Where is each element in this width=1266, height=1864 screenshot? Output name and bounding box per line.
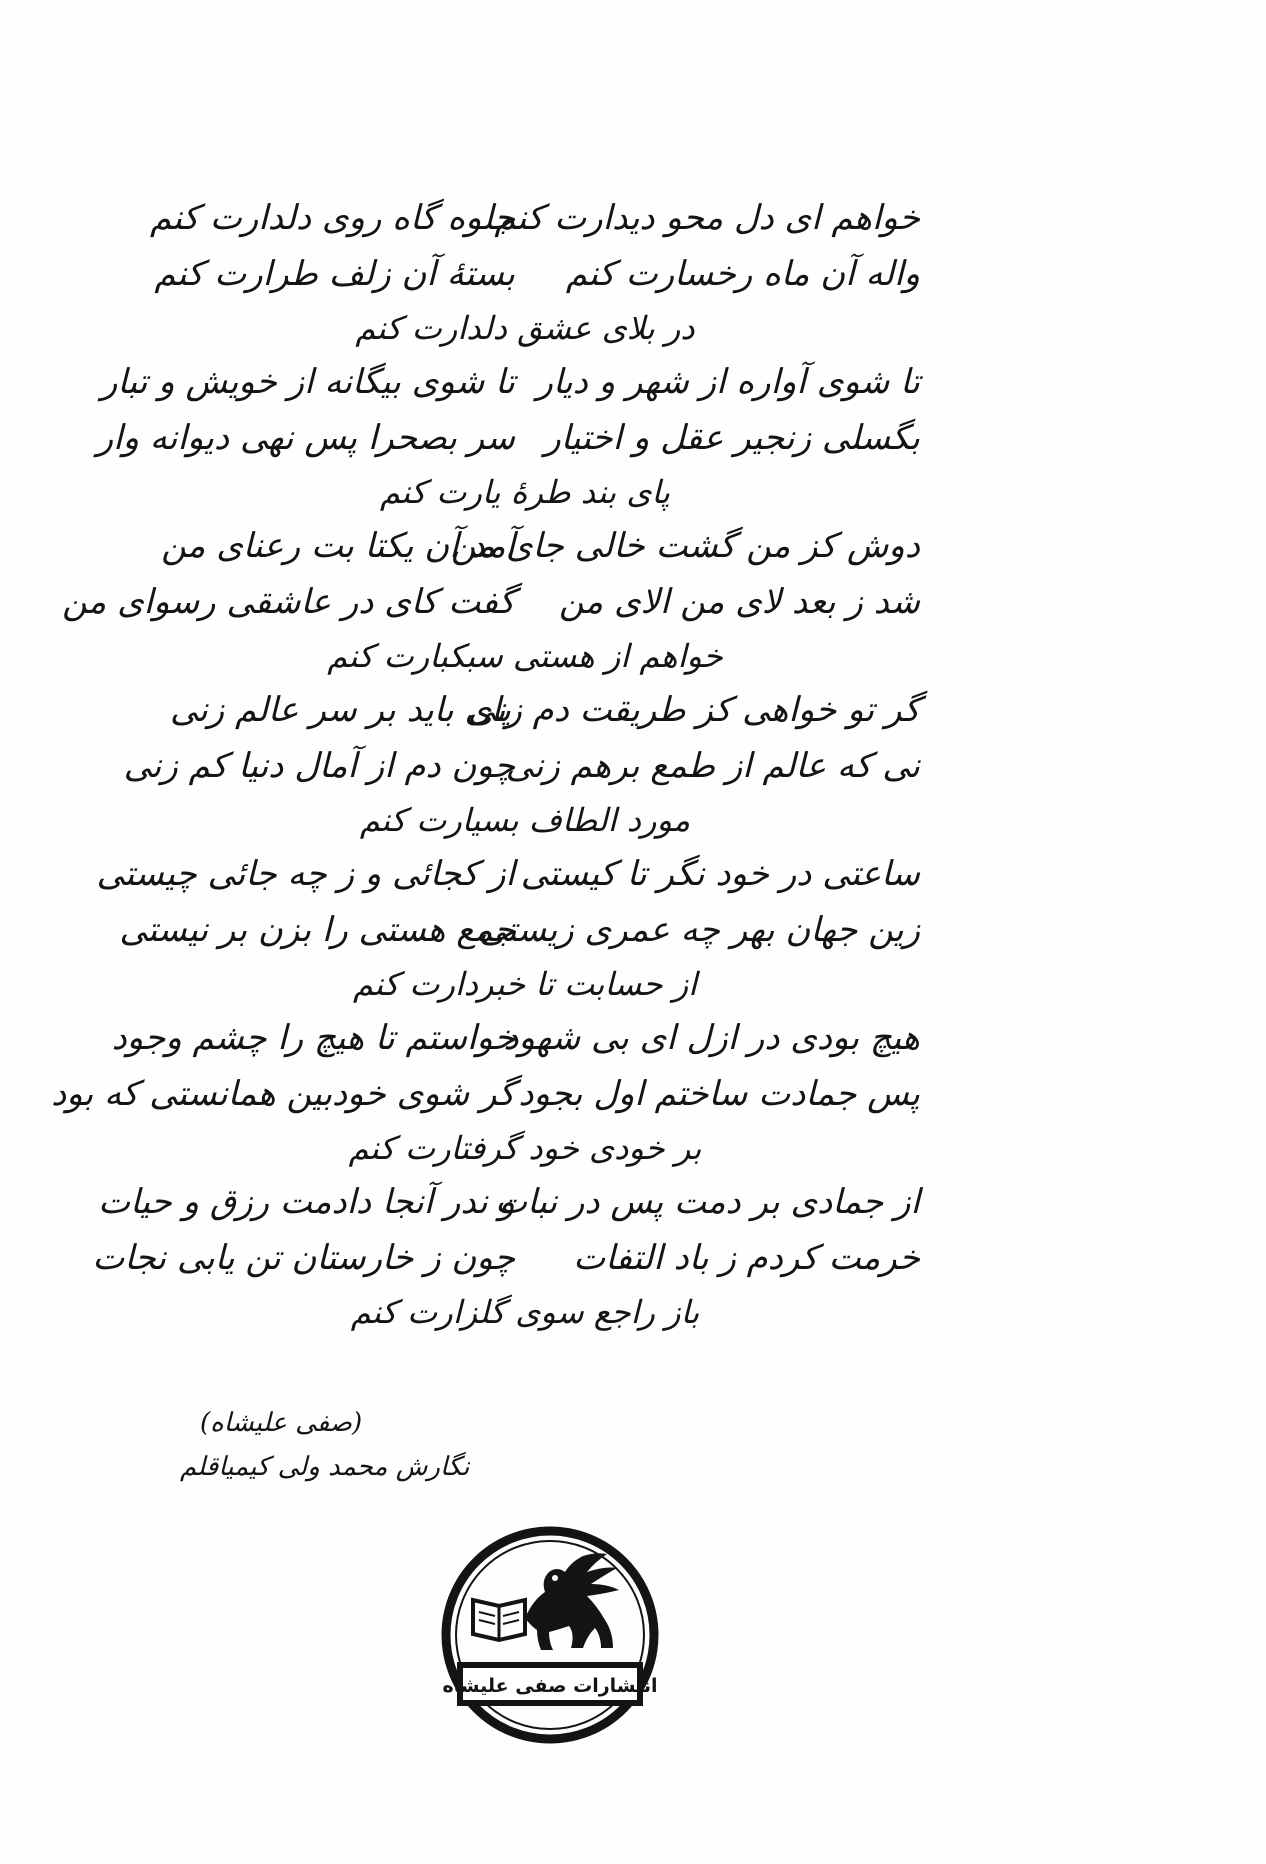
second-hemistich: خواستم تا هیچ را چشم وجود — [111, 1018, 515, 1058]
second-hemistich: و ندر آنجا دادمت رزق و حیات — [98, 1182, 515, 1222]
first-hemistich: بگسلی زنجیر عقل و اختیار — [544, 418, 920, 458]
second-hemistich: چون ز خارستان تن یابی نجات — [92, 1238, 515, 1278]
open-book-icon — [473, 1600, 525, 1640]
second-hemistich: گفت کای در عاشقی رسوای من — [62, 582, 515, 622]
second-hemistich: جمع هستی را بزن بر نیستی — [119, 910, 515, 950]
first-hemistich: شد ز بعد لای من الای من — [559, 582, 920, 622]
poet-signature: (صفی علیشاه) — [200, 1408, 363, 1438]
publisher-emblem — [437, 1522, 663, 1748]
refrain-line: بر خودی خود گرفتارت کنم — [348, 1129, 702, 1167]
beyt — [96, 410, 920, 466]
first-hemistich: خرمت کردم ز باد التفات — [573, 1238, 920, 1278]
stanza — [123, 682, 920, 846]
first-hemistich: هیچ بودی در ازل ای بی شهود — [503, 1018, 920, 1058]
second-hemistich: آمد آن یکتا بت رعنای من — [161, 526, 515, 566]
beyt — [98, 1174, 920, 1230]
refrain-line: باز راجع سوی گلزارت کنم — [350, 1293, 700, 1331]
stanza — [96, 354, 920, 518]
refrain-line: مورد الطاف بسیارت کنم — [359, 801, 691, 839]
first-hemistich: تا شوی آواره از شهر و دیار — [536, 362, 920, 402]
beyt — [51, 1066, 920, 1122]
first-hemistich: واله آن ماه رخسارت کنم — [565, 254, 920, 294]
beyt — [96, 846, 920, 902]
beyt — [123, 738, 920, 794]
refrain-line: در بلای عشق دلدارت کنم — [355, 309, 695, 347]
first-hemistich: از جمادی بر دمت پس در نبات — [495, 1182, 920, 1222]
beyt — [111, 1010, 920, 1066]
second-hemistich: پای باید بر سر عالم زنی — [170, 690, 511, 730]
stanza — [150, 190, 920, 354]
beyt — [119, 902, 920, 958]
first-hemistich: پس جمادت ساختم اول بجود — [518, 1074, 920, 1114]
second-hemistich: از کجائی و ز چه جائی چیستی — [96, 854, 515, 894]
beyt — [62, 574, 920, 630]
second-hemistich: جلوه گاه روی دلدارت کنم — [150, 198, 515, 238]
stanza — [96, 846, 920, 1010]
beyt — [100, 354, 920, 410]
first-hemistich: دوش کز من گشت خالی جای من — [450, 526, 920, 566]
stanza — [62, 518, 920, 682]
beyt — [170, 682, 920, 738]
second-hemistich: تا شوی بیگانه از خویش و تبار — [100, 362, 515, 402]
second-hemistich: چون دم از آمال دنیا کم زنی — [123, 746, 515, 786]
second-hemistich: گر شوی خودبین همانستی که بود — [51, 1074, 515, 1114]
stanza — [92, 1174, 920, 1338]
beyt — [92, 1230, 920, 1286]
beyt — [150, 190, 920, 246]
winged-lion-with-book-icon — [525, 1553, 619, 1650]
second-hemistich: بستهٔ آن زلف طرارت کنم — [154, 254, 515, 294]
refrain-line: از حسابت تا خبردارت کنم — [352, 965, 698, 1003]
refrain-line: پای بند طرهٔ یارت کنم — [379, 473, 671, 511]
scribe-credit: نگارش محمد ولی کیمیاقلم — [180, 1452, 470, 1482]
stanza — [51, 1010, 920, 1174]
first-hemistich: نی که عالم از طمع برهم زنی — [505, 746, 920, 786]
first-hemistich: خواهم ای دل محو دیدارت کنم — [494, 198, 920, 238]
emblem-caption: انتشارات صفی علیشاه — [442, 1675, 658, 1697]
beyt — [154, 246, 920, 302]
refrain-line: خواهم از هستی سبکبارت کنم — [327, 637, 723, 675]
poem — [51, 190, 920, 1338]
second-hemistich: سر بصحرا پس نهی دیوانه وار — [96, 418, 515, 458]
first-hemistich: زین جهان بهر چه عمری زیستی — [478, 910, 920, 950]
first-hemistich: ساعتی در خود نگر تا کیستی — [520, 854, 920, 894]
first-hemistich: گر تو خواهی کز طریقت دم زنی — [467, 690, 920, 730]
beyt — [161, 518, 920, 574]
